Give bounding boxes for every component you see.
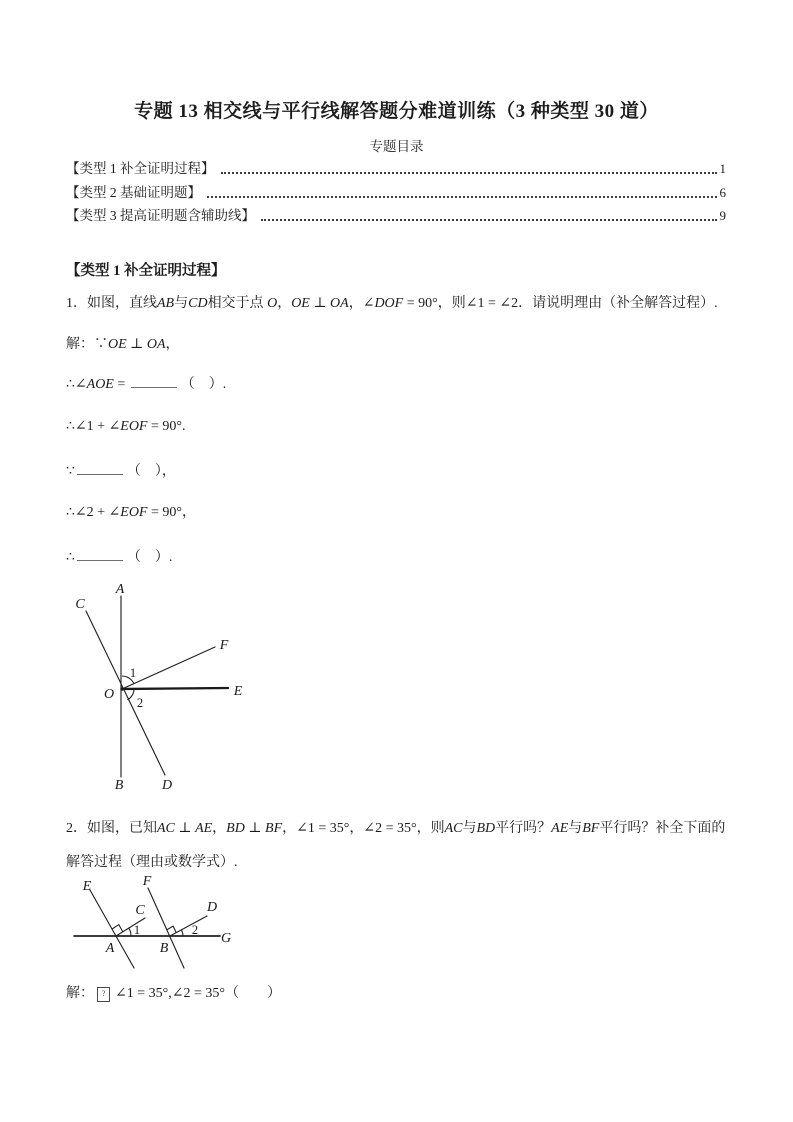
toc-dot-leader [207,196,717,198]
label-c: C [135,903,145,918]
toc-row [66,205,726,224]
section-heading-type1: 【类型 1 补全证明过程】 [66,263,226,279]
label-o: O [103,687,115,702]
point-o-dot [120,687,123,690]
solution-line-with-blank: ∴ （ ）. [66,546,738,568]
label-d: D [206,900,218,915]
right-angle-mark-a [112,925,123,932]
figure-1-geometry [55,578,255,796]
right-angle-mark-b [167,926,176,932]
label-e: E [233,684,243,699]
problem-2-solution-line: 解： ? ∠1 = 35°,∠2 = 35°（ ） [66,986,281,1001]
toc-heading: 专题目录 [369,139,424,154]
toc-dot-leader [221,172,717,174]
label-c: C [75,597,85,612]
toc-page-number[interactable]: 9 [719,208,726,223]
ray-oe [122,688,228,689]
label-g: G [220,931,232,946]
page-title: 专题 13 相交线与平行线解答题分难道训练（3 种类型 30 道） [134,101,659,122]
angle-2-arc [181,930,183,936]
label-e: E [82,879,92,894]
label-angle-1: 1 [133,923,141,937]
fill-in-blank [77,460,123,475]
solution-line-with-blank: ∴∠AOE = （ ）. [66,373,738,395]
figure-2-geometry [60,868,250,974]
toc-row [66,158,726,177]
label-f: F [142,874,152,889]
label-a: A [105,941,115,956]
fill-in-blank [131,373,177,388]
toc-entry-label[interactable]: 【类型 1 补全证明过程】 [66,161,215,176]
solution-line: ∴∠1 + ∠EOF = 90°. [66,419,186,434]
line-cd [86,611,165,775]
toc-page-number[interactable]: 6 [719,185,726,200]
line-bf [148,888,184,968]
solution-line-with-blank: ∵ （ ）， [66,460,738,482]
label-angle-1: 1 [129,666,137,680]
toc-page-number[interactable]: 1 [719,161,726,176]
toc-entry-label[interactable]: 【类型 2 基础证明题】 [66,185,201,200]
label-a: A [115,582,125,597]
problem-2-statement: 2．如图，已知AC ⊥ AE，BD ⊥ BF，∠1 = 35°，∠2 = 35°，则AC与BD平行吗？AE与BF平行吗？补全下面的解答过程（理由或数学式）. [66,821,726,870]
label-d: D [161,778,173,793]
solution-line: 解：∵OE ⊥ OA， [66,337,180,352]
figure-1-svg [55,578,255,796]
label-angle-2: 2 [191,923,199,937]
toc-dot-leader [261,219,717,221]
missing-glyph-box: ? [97,987,110,1002]
label-b: B [114,778,124,793]
toc-entry-label[interactable]: 【类型 3 提高证明题含辅助线】 [66,208,255,223]
solution-line: ∴∠2 + ∠EOF = 90°， [66,505,196,520]
label-f: F [219,638,229,653]
ray-bd [170,916,207,936]
fill-in-blank [77,546,123,561]
problem-1-statement: 1．如图，直线AB与CD相交于点 O，OE ⊥ OA，∠DOF = 90°，则∠1 = ∠2．请说明理由（补全解答过程）. [66,296,718,311]
toc-row [66,182,726,201]
figure-2-svg [60,868,250,974]
angle-1-arc [129,928,132,936]
label-b: B [159,941,169,956]
label-angle-2: 2 [136,696,144,710]
